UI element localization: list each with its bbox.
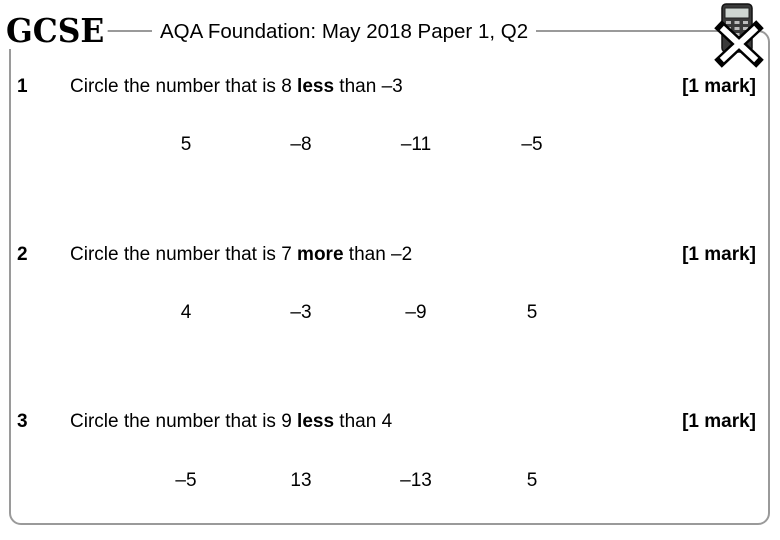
question-number: 3 <box>17 411 28 432</box>
question-text: Circle the number that is 9 less than 4 <box>70 411 393 432</box>
answer-option[interactable]: –5 <box>521 134 543 155</box>
no-calculator-icon <box>712 2 768 68</box>
answer-option[interactable]: –5 <box>175 470 197 491</box>
question-emphasis: less <box>297 76 335 97</box>
question-emphasis: more <box>297 244 344 265</box>
answer-option[interactable]: 13 <box>290 470 312 491</box>
answer-option[interactable]: –11 <box>400 134 432 155</box>
marks-label: [1 mark] <box>682 244 756 265</box>
marks-label: [1 mark] <box>682 76 756 97</box>
answer-option[interactable]: 4 <box>180 302 192 323</box>
answer-option[interactable]: 5 <box>526 302 538 323</box>
marks-label: [1 mark] <box>682 411 756 432</box>
answer-option[interactable]: –3 <box>290 302 312 323</box>
question-number: 1 <box>17 76 28 97</box>
question-text: Circle the number that is 7 more than –2 <box>70 244 413 265</box>
question-emphasis: less <box>297 411 335 432</box>
gcse-logo: GCSE <box>6 13 108 49</box>
answer-option[interactable]: –13 <box>400 470 432 491</box>
page-title: AQA Foundation: May 2018 Paper 1, Q2 <box>152 19 536 45</box>
question-number: 2 <box>17 244 28 265</box>
question-text: Circle the number that is 8 less than –3 <box>70 76 403 97</box>
answer-option[interactable]: 5 <box>180 134 192 155</box>
answer-option[interactable]: –8 <box>290 134 312 155</box>
answer-option[interactable]: –9 <box>405 302 427 323</box>
answer-option[interactable]: 5 <box>526 470 538 491</box>
question-frame <box>9 30 770 525</box>
